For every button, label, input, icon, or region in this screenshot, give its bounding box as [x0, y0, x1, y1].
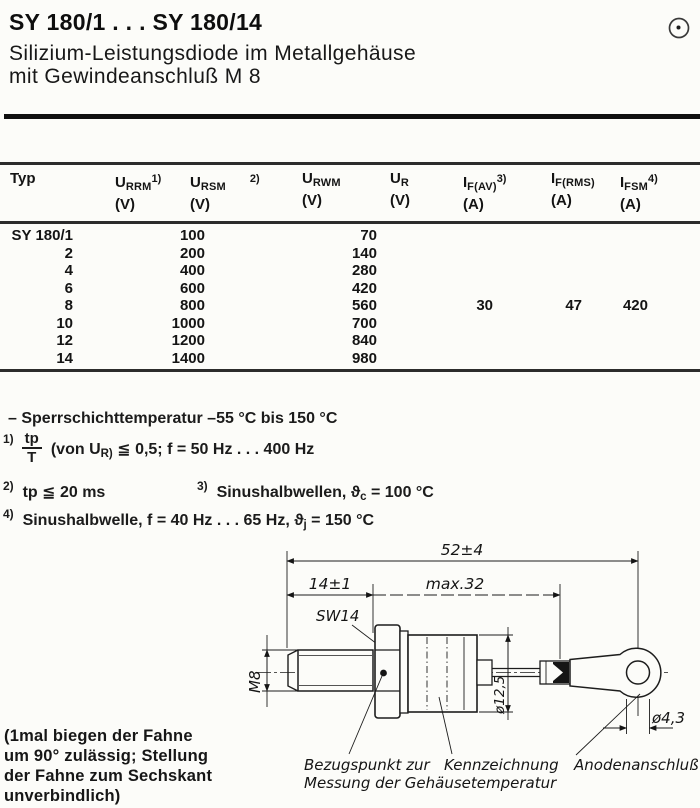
anode-hole [627, 661, 650, 684]
cell-urrm: 1000 [171, 315, 205, 332]
note-3: $^{4)}$ Sinushalbwelle, f = 40 Hz . . . 65 Hz, $ϑ_j = 150$ °C [3, 507, 375, 531]
dim-stud-label: 14±1 [308, 575, 352, 593]
title-divider [4, 114, 700, 119]
cell-typ: 12 [56, 332, 73, 349]
threaded-stud [298, 650, 373, 691]
diode-body [408, 635, 477, 712]
cell-urwm: 140 [351, 245, 377, 262]
table-row [0, 350, 700, 368]
cell-ifav: 30 [476, 297, 493, 314]
washer [400, 631, 408, 713]
cell-typ: 6 [64, 280, 73, 297]
duty-cycle-fraction: $\frac{tp}{T}$ [22, 431, 42, 466]
table-row [0, 227, 700, 245]
cell-urwm: 560 [351, 297, 377, 314]
tab-bending-note-line1: (1mal biegen der Fahne [4, 727, 193, 745]
ref-point-label-line1: Bezugspunkt zur [304, 756, 430, 774]
body-step [477, 660, 492, 685]
anode-leader [576, 694, 640, 755]
body-diameter-label: ø12,5 [492, 675, 508, 714]
tab-bending-note-line3: der Fahne zum Sechskant [4, 767, 213, 785]
table-row [0, 280, 700, 298]
footnote-marker-1: 1) [3, 432, 14, 446]
table-shared-values [0, 297, 700, 315]
stud-chamfer [288, 650, 298, 691]
cell-typ: 10 [56, 315, 73, 332]
wrench-size-label: SW14 [316, 607, 360, 625]
note-1 [3, 432, 314, 466]
tab-bending-note-line2: um 90° zulässig; Stellung [4, 747, 209, 765]
table-rule-top [0, 162, 700, 165]
note-2b: $^{3)}$ Sinushalbwellen, $ϑ_c = 100$ °C [197, 479, 434, 503]
circled-dot-icon [666, 15, 692, 41]
ref-point-label-line2: Messung der Gehäusetemperatur [304, 774, 557, 792]
table-rule-header [0, 221, 700, 224]
col-header-ifav: $I_{F(AV)}^{3)}$ (A) [463, 173, 507, 213]
page-title: SY 180/1 . . . SY 180/14 [9, 9, 263, 35]
cell-urrm: 600 [179, 280, 205, 297]
dim-body-label: max.32 [425, 575, 485, 593]
cell-typ: SY 180/1 [11, 227, 73, 244]
cell-urrm: 1400 [171, 350, 205, 367]
cell-typ: 4 [64, 262, 73, 279]
dim-overall-label: 52±4 [440, 541, 484, 559]
tab-bending-note-line4: unverbindlich) [4, 787, 121, 805]
cell-typ: 8 [64, 297, 73, 314]
page-subtitle-line2: mit Gewindeanschluß M 8 [9, 65, 261, 88]
cell-typ: 2 [64, 245, 73, 262]
case-temp-reference-dot [380, 670, 387, 677]
cell-typ: 14 [56, 350, 73, 367]
marking-label: Kennzeichnung [444, 756, 559, 774]
cell-urwm: 280 [351, 262, 377, 279]
page-subtitle-line1: Silizium-Leistungsdiode im Metallgehäuse [9, 42, 417, 65]
cell-urrm: 1200 [171, 332, 205, 349]
tab-bending-note [4, 726, 212, 806]
cell-urwm: 980 [351, 350, 377, 367]
table-row [0, 245, 700, 263]
diode-outline-drawing [238, 538, 700, 795]
table-row [0, 332, 700, 350]
thread-size-label: M8 [246, 670, 264, 693]
table-rule-bottom [0, 369, 700, 372]
cell-urrm: 200 [179, 245, 205, 262]
col-header-ur: $U_R$ (V) [390, 170, 410, 209]
cell-urwm: 840 [351, 332, 377, 349]
note-2a: $^{2)}$ tp ≦ 20 ms [3, 479, 106, 501]
cell-ifrms: 47 [565, 297, 582, 314]
col-header-ifsm: $I_{FSM}^{4)}$ (A) [620, 173, 658, 213]
table-row [0, 315, 700, 333]
note-junction-temperature: – Sperrschichttemperatur –55 °C bis 150 °C [8, 410, 338, 427]
hex-nut [375, 625, 400, 718]
cell-urrm: 100 [179, 227, 205, 244]
col-header-ifrms: $I_{F(RMS)}$ (A) [551, 170, 595, 209]
col-header-ursm: $U_{RSM}^{2)}$ (V) [190, 173, 260, 213]
cell-urwm: 70 [360, 227, 377, 244]
col-header-urwm: $U_{RWM}$ (V) [302, 170, 341, 209]
table-row [0, 262, 700, 280]
anode-label: Anodenanschluß [574, 756, 699, 774]
hole-diameter-label: ø4,3 [652, 709, 686, 727]
cell-ifsm: 420 [622, 297, 648, 314]
cell-urwm: 700 [351, 315, 377, 332]
cell-urrm: 400 [179, 262, 205, 279]
note-1-text: (von $U_{R)}$ ≦ 0,5; f = 50 Hz . . . 400 Hz [50, 440, 315, 460]
col-header-urrm: $U_{RRM}^{1)}$ (V) [115, 173, 162, 213]
col-header-typ: Typ [10, 170, 36, 187]
cell-urrm: 800 [179, 297, 205, 314]
cell-urwm: 420 [351, 280, 377, 297]
note-2 [3, 479, 700, 502]
